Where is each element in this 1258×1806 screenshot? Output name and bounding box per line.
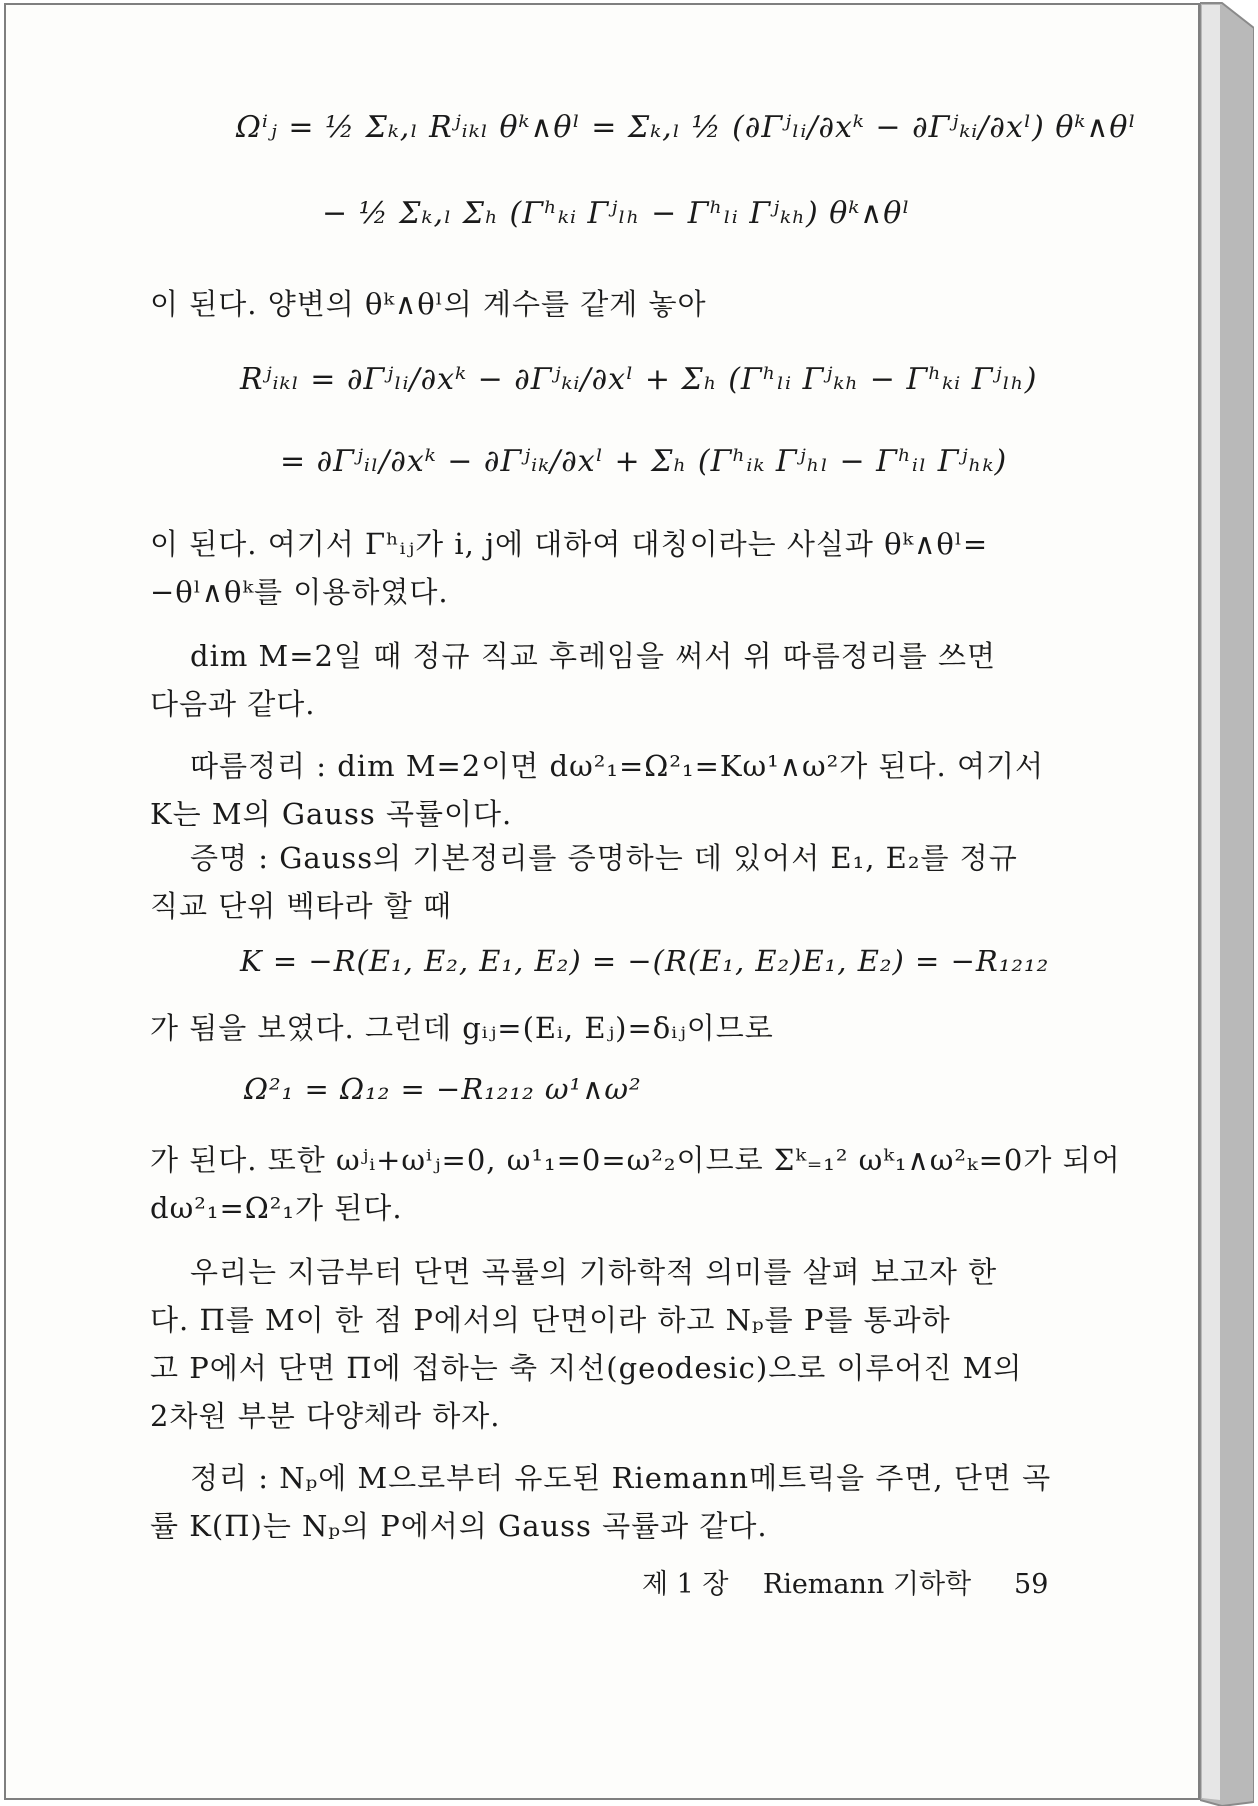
- theorem-line-2: 률 K(Π)는 Nₚ의 P에서의 Gauss 곡률과 같다.: [150, 1509, 768, 1543]
- chapter-title: Riemann 기하학: [762, 1569, 972, 1600]
- paragraph-8-line-4: 2차원 부분 다양체라 하자.: [150, 1399, 501, 1433]
- paragraph-6: 가 됨을 보였다. 그런데 gᵢⱼ=(Eᵢ, Eⱼ)=δᵢⱼ이므로: [150, 1011, 774, 1045]
- paragraph-7-line-2: dω²₁=Ω²₁가 된다.: [150, 1191, 403, 1225]
- equation-1-line-2: − ½ Σₖ,ₗ Σₕ (Γʰₖᵢ Γʲₗₕ − Γʰₗᵢ Γʲₖₕ) θᵏ∧θˡ: [322, 196, 911, 231]
- equation-2-line-2: = ∂Γʲᵢₗ/∂xᵏ − ∂Γʲᵢₖ/∂xˡ + Σₕ (Γʰᵢₖ Γʲₕₗ − Γʰᵢₗ Γʲₕₖ): [280, 444, 1008, 479]
- running-footer: [642, 1562, 1048, 1601]
- equation-4: Ω²₁ = Ω₁₂ = −R₁₂₁₂ ω¹∧ω²: [244, 1072, 642, 1106]
- equation-2-line-1: Rʲᵢₖₗ = ∂Γʲₗᵢ/∂xᵏ − ∂Γʲₖᵢ/∂xˡ + Σₕ (Γʰₗᵢ Γʲₖₕ − Γʰₖᵢ Γʲₗₕ): [240, 362, 1038, 397]
- paragraph-1: 이 된다. 양변의 θᵏ∧θˡ의 계수를 같게 놓아: [150, 287, 707, 321]
- paragraph-8-line-3: 고 P에서 단면 Π에 접하는 축 지선(geodesic)으로 이루어진 M의: [150, 1351, 1023, 1385]
- theorem-line-1: 정리 : Nₚ에 M으로부터 유도된 Riemann메트릭을 주면, 단면 곡: [190, 1461, 1052, 1495]
- chapter-label: 제 1 장: [642, 1569, 729, 1600]
- paragraph-2-line-2: −θˡ∧θᵏ를 이용하였다.: [150, 575, 449, 609]
- paragraph-3-line-1: dim M=2일 때 정규 직교 후레임을 써서 위 따름정리를 쓰면: [190, 639, 997, 673]
- paragraph-8-line-2: 다. Π를 M이 한 점 P에서의 단면이라 하고 Nₚ를 P를 통과하: [150, 1303, 951, 1337]
- proof-line-2: 직교 단위 벡타라 할 때: [150, 889, 452, 923]
- corollary-line-1: 따름정리 : dim M=2이면 dω²₁=Ω²₁=Kω¹∧ω²가 된다. 여기서: [190, 749, 1045, 783]
- paragraph-3-line-2: 다음과 같다.: [150, 687, 316, 721]
- paragraph-7-line-1: 가 된다. 또한 ωʲᵢ+ωⁱⱼ=0, ω¹₁=0=ω²₂이므로 Σᵏ₌₁² ωᵏ₁∧ω²ₖ=0가 되어: [150, 1143, 1121, 1177]
- corollary-line-2: K는 M의 Gauss 곡률이다.: [150, 797, 513, 831]
- paragraph-2-line-1: 이 된다. 여기서 Γʰᵢⱼ가 i, j에 대하여 대칭이라는 사실과 θᵏ∧θˡ=: [150, 527, 989, 561]
- page-edge: [1200, 0, 1254, 1806]
- paragraph-8-line-1: 우리는 지금부터 단면 곡률의 기하학적 의미를 살펴 보고자 한: [190, 1255, 998, 1289]
- equation-1-line-1: Ωⁱⱼ = ½ Σₖ,ₗ Rʲᵢₖₗ θᵏ∧θˡ = Σₖ,ₗ ½ (∂Γʲₗᵢ/∂xᵏ − ∂Γʲₖᵢ/∂xˡ) θᵏ∧θˡ: [236, 110, 1137, 145]
- equation-3: K = −R(E₁, E₂, E₁, E₂) = −(R(E₁, E₂)E₁, E₂) = −R₁₂₁₂: [240, 944, 1050, 978]
- proof-line-1: 증명 : Gauss의 기본정리를 증명하는 데 있어서 E₁, E₂를 정규: [190, 841, 1018, 875]
- page-number: 59: [1014, 1569, 1049, 1600]
